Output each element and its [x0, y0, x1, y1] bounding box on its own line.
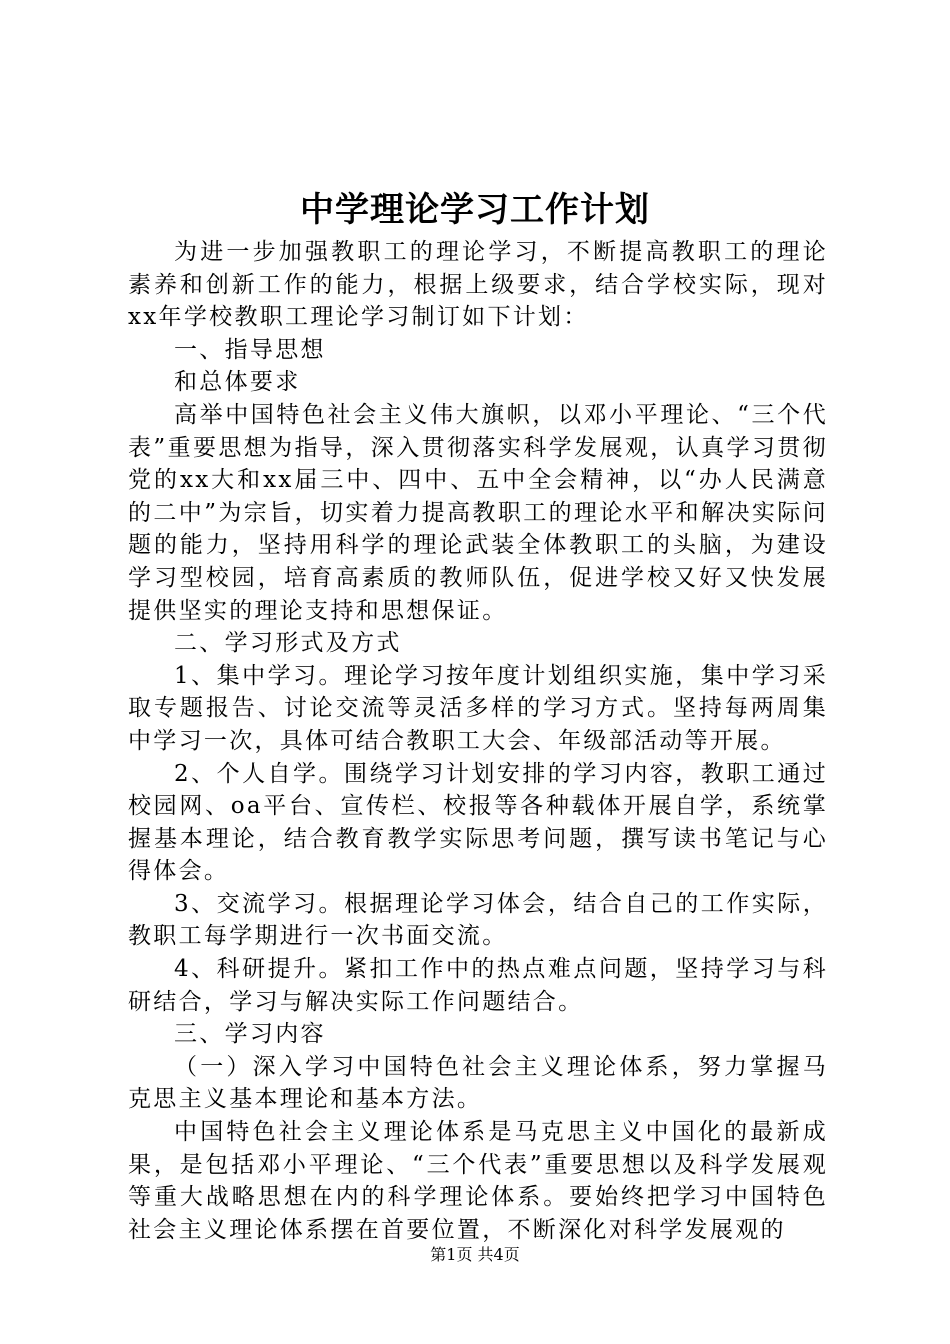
section-heading-overall-requirements: 和总体要求: [174, 369, 301, 396]
paragraph-self-study: 2、个人自学。围绕学习计划安排的学习内容，教职工通过校园网、oa平台、宣传栏、校报等各种载体开展自学，系统掌握基本理论，结合教育教学实际思考问题，撰写读书笔记与心得体会。: [128, 760, 828, 885]
paragraph-theory-system: 中国特色社会主义理论体系是马克思主义中国化的最新成果，是包括邓小平理论、“三个代表”重要思想以及科学发展观等重大战略思想在内的科学理论体系。要始终把学习中国特色社会主义理论体系摆在首要位置，不断深化对科学发展观的: [128, 1119, 828, 1243]
paragraph-centralized-learning: 1、集中学习。理论学习按年度计划组织实施，集中学习采取专题报告、讨论交流等灵活多样的学习方式。坚持每两周集中学习一次，具体可结合教职工大会、年级部活动等开展。: [128, 662, 828, 754]
document-body: [128, 236, 828, 1246]
paragraph-subsection-one: （一）深入学习中国特色社会主义理论体系，努力掌握马克思主义基本理论和基本方法。: [128, 1053, 828, 1113]
section-heading-learning-content: 三、学习内容: [174, 1021, 326, 1048]
page-footer: 第1页 共4页: [430, 1245, 520, 1264]
paragraph-guiding-ideology: 高举中国特色社会主义伟大旗帜，以邓小平理论、“三个代表”重要思想为指导，深入贯彻落实科学发展观，认真学习贯彻党的xx大和xx届三中、四中、五中全会精神，以“办人民满意的二中”为宗旨，切实着力提高教职工的理论水平和解决实际问题的能力，坚持用科学的理论武装全体教职工的头脑，为建设学习型校园，培育高素质的教师队伍，促进学校又好又快发展提供坚实的理论支持和思想保证。: [128, 401, 828, 624]
paragraph-exchange-learning: 3、交流学习。根据理论学习体会，结合自己的工作实际，教职工每学期进行一次书面交流。: [128, 890, 828, 950]
section-heading-guiding-ideology: 一、指导思想: [174, 336, 326, 363]
document-title: 中学理论学习工作计划: [300, 190, 650, 230]
paragraph-intro: 为进一步加强教职工的理论学习，不断提高教职工的理论素养和创新工作的能力，根据上级要求，结合学校实际，现对xx年学校教职工理论学习制订如下计划：: [128, 239, 828, 331]
paragraph-research-improvement: 4、科研提升。紧扣工作中的热点难点问题，坚持学习与科研结合，学习与解决实际工作问题结合。: [128, 956, 828, 1015]
section-heading-learning-forms: 二、学习形式及方式: [174, 630, 402, 657]
